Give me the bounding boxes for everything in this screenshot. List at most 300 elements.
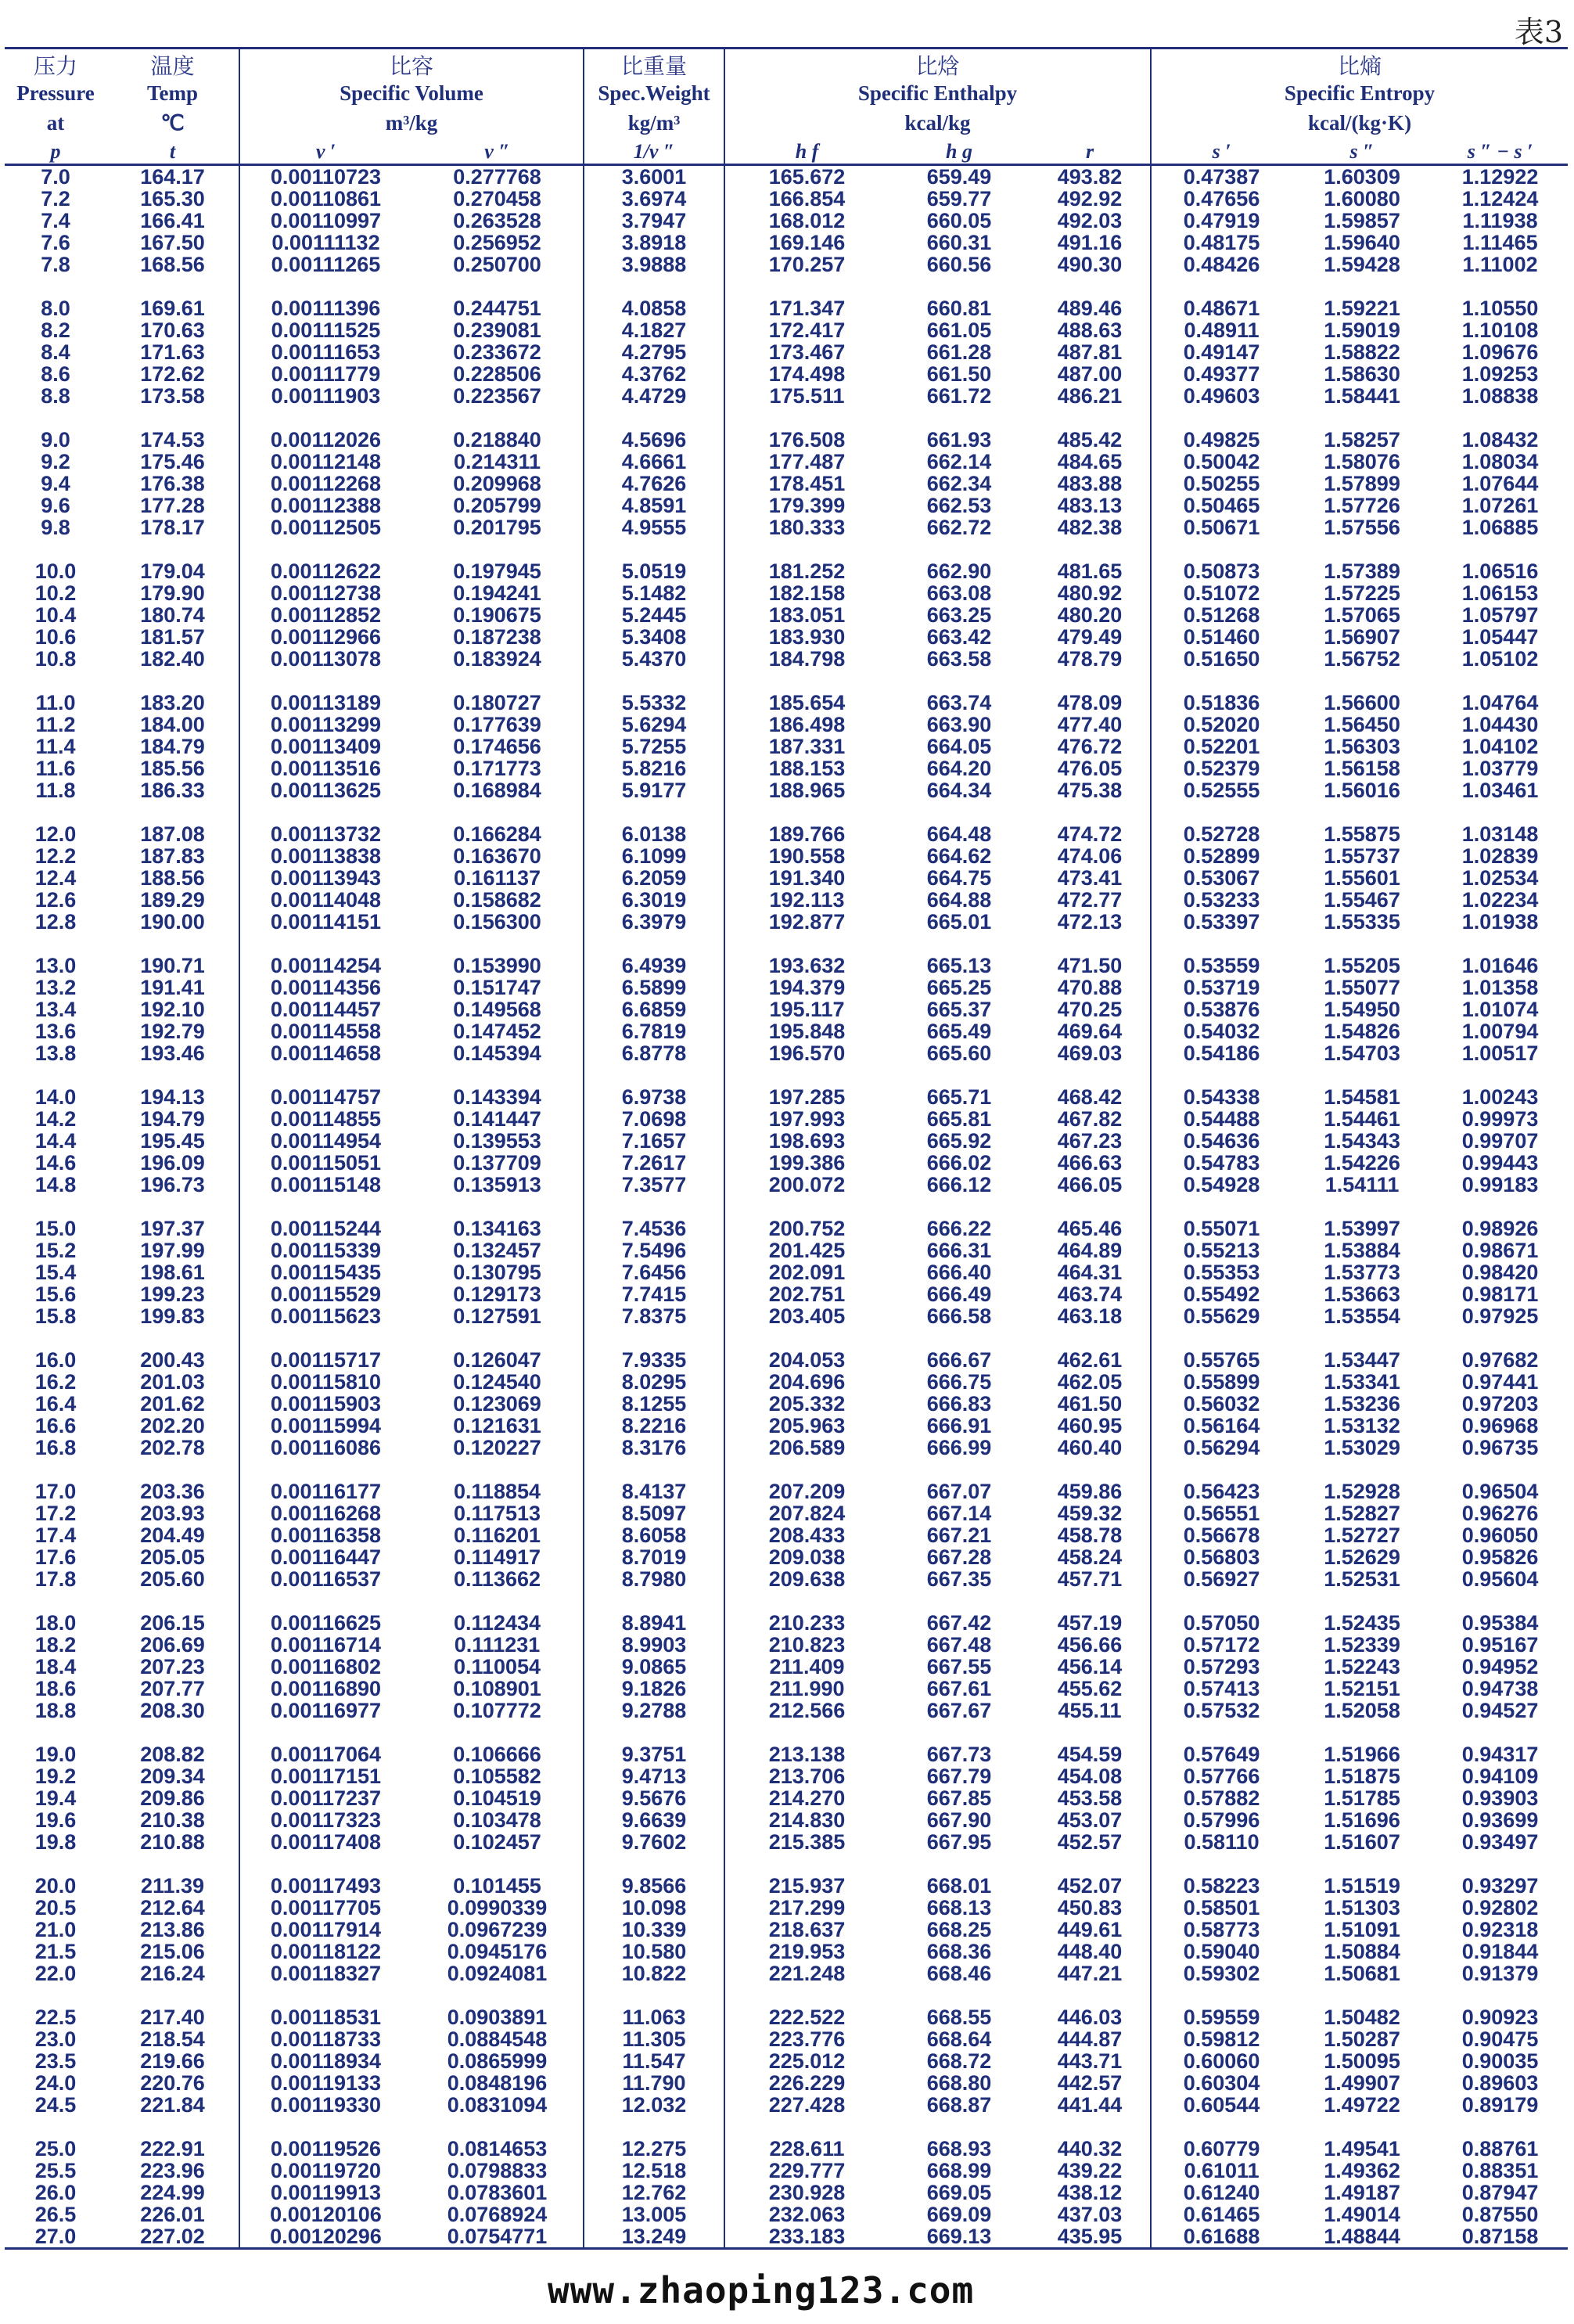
spacer-cell: [411, 1721, 584, 1743]
cell-pressure: 17.2: [34, 1502, 77, 1525]
cell-s-diff: 0.93903: [1461, 1786, 1539, 1810]
spacer-cell: [1292, 2116, 1432, 2138]
cell-spec-weight: 12.275: [584, 2138, 724, 2160]
cell-v-liquid: 0.00117408: [239, 1831, 411, 1853]
cell-hf: 208.433: [724, 1524, 889, 1546]
cell-v-vapor: 0.228506: [453, 362, 541, 386]
cell-v-liquid: 0.00114954: [239, 1130, 411, 1152]
cell-s-liquid: 0.52201: [1151, 736, 1292, 757]
cell-s-liquid: 0.55071: [1151, 1218, 1292, 1239]
cell-s-liquid: 0.53067: [1151, 867, 1292, 889]
cell-hf: 172.417: [724, 319, 889, 341]
cell-s-diff: 0.97203: [1461, 1392, 1539, 1416]
cell-hg: 664.05: [926, 735, 992, 758]
cell-v-vapor: 0.105582: [453, 1765, 541, 1788]
cell-s-diff: 0.99973: [1461, 1107, 1539, 1131]
cell-hf: 183.051: [724, 604, 889, 626]
cell-r: 453.58: [1057, 1786, 1123, 1810]
cell-hf: 194.379: [724, 977, 889, 998]
cell-r: 482.38: [1057, 516, 1123, 539]
cell-v-vapor: 0.132457: [453, 1239, 541, 1262]
cell-hg: 667.85: [926, 1786, 992, 1810]
cell-r: 476.05: [1057, 757, 1123, 780]
spacer-cell: [1432, 1721, 1568, 1743]
cell-v-vapor: 0.256952: [453, 231, 541, 254]
cell-v-vapor: 0.161137: [453, 866, 541, 890]
cell-spec-weight: 3.6974: [584, 188, 724, 210]
cell-hg: 668.55: [926, 2006, 992, 2029]
spacer-cell: [1292, 1459, 1432, 1480]
cell-hf: 211.409: [724, 1656, 889, 1678]
cell-hf: 204.053: [724, 1349, 889, 1371]
spacer-cell: [411, 1984, 584, 2006]
table-row: [5, 1919, 1568, 1941]
cell-temp: 202.20: [140, 1414, 205, 1437]
cell-temp: 175.46: [140, 450, 205, 473]
spacer-cell: [239, 1590, 411, 1612]
cell-hg: 665.81: [926, 1107, 992, 1131]
cell-pressure: 16.0: [34, 1348, 77, 1372]
spacer-cell: [584, 933, 724, 955]
cell-hg: 661.50: [926, 362, 992, 386]
cell-pressure: 14.0: [34, 1085, 77, 1109]
cell-v-vapor: 0.110054: [453, 1655, 541, 1678]
cell-hg: 664.48: [926, 822, 992, 846]
cell-s-vapor: 1.52243: [1324, 1655, 1400, 1678]
cell-hf: 226.229: [724, 2072, 889, 2094]
spacer-cell: [411, 2116, 584, 2138]
cell-hf: 178.451: [724, 473, 889, 495]
spacer-cell: [5, 538, 106, 560]
cell-r: 466.05: [1057, 1173, 1123, 1196]
table-row: [5, 2094, 1568, 2116]
cell-spec-weight: 9.3751: [584, 1743, 724, 1765]
cell-r: 489.46: [1057, 297, 1123, 320]
spacer-cell: [889, 1853, 1030, 1875]
cell-v-vapor: 0.168984: [453, 779, 541, 802]
cell-v-vapor: 0.201795: [453, 516, 541, 539]
cell-spec-weight: 6.6859: [584, 998, 724, 1020]
cell-pressure: 25.0: [34, 2137, 77, 2160]
cell-pressure: 7.0: [41, 165, 70, 189]
cell-temp: 206.15: [140, 1611, 205, 1635]
cell-s-vapor: 1.58076: [1324, 450, 1400, 473]
cell-pressure: 8.4: [41, 340, 70, 364]
spacer-cell: [1292, 538, 1432, 560]
cell-hf: 204.696: [724, 1371, 889, 1393]
cell-s-liquid: 0.53233: [1151, 889, 1292, 911]
cell-r: 475.38: [1057, 779, 1123, 802]
cell-hg: 660.81: [926, 297, 992, 320]
cell-hf: 210.823: [724, 1634, 889, 1656]
cell-s-vapor: 1.49187: [1324, 2181, 1400, 2204]
cell-spec-weight: 7.7415: [584, 1283, 724, 1305]
cell-temp: 202.78: [140, 1436, 205, 1459]
cell-hf: 180.333: [724, 516, 889, 538]
cell-hg: 668.87: [926, 2093, 992, 2117]
cell-s-liquid: 0.48426: [1151, 254, 1292, 275]
cell-hg: 662.34: [926, 472, 992, 495]
table-row: [5, 1086, 1568, 1108]
cell-r: 467.23: [1057, 1129, 1123, 1153]
cell-s-vapor: 1.56016: [1324, 779, 1400, 802]
cell-s-diff: 0.94952: [1461, 1655, 1539, 1678]
cell-v-liquid: 0.00120296: [239, 2225, 411, 2249]
spacer-cell: [1030, 1984, 1151, 2006]
cell-v-liquid: 0.00114356: [239, 977, 411, 998]
cell-s-diff: 1.07261: [1461, 494, 1539, 517]
cell-hf: 173.467: [724, 341, 889, 363]
table-row: [5, 889, 1568, 911]
spacer-cell: [5, 1327, 106, 1349]
spacer-cell: [239, 1984, 411, 2006]
table-row: [5, 582, 1568, 604]
cell-pressure: 10.0: [34, 559, 77, 583]
cell-s-liquid: 0.57172: [1151, 1634, 1292, 1656]
symbol-v-vapor: v ″: [411, 140, 584, 165]
cell-pressure: 25.5: [34, 2159, 77, 2182]
cell-spec-weight: 7.2617: [584, 1152, 724, 1174]
spacer-cell: [1151, 275, 1292, 297]
cell-s-diff: 0.96504: [1461, 1480, 1539, 1503]
spacer-cell: [411, 670, 584, 692]
cell-r: 437.03: [1057, 2203, 1123, 2226]
cell-r: 478.79: [1057, 647, 1123, 671]
cell-v-vapor: 0.166284: [453, 822, 541, 846]
cell-spec-weight: 8.6058: [584, 1524, 724, 1546]
unit-enthalpy: kcal/kg: [724, 106, 1151, 140]
cell-r: 455.11: [1058, 1699, 1122, 1722]
table-row: [5, 757, 1568, 779]
spacer-cell: [1432, 933, 1568, 955]
cell-spec-weight: 4.7626: [584, 473, 724, 495]
cell-v-vapor: 0.0903891: [447, 2006, 548, 2029]
cell-pressure: 15.6: [34, 1283, 77, 1306]
cell-v-liquid: 0.00113189: [239, 692, 411, 714]
cell-s-vapor: 1.50884: [1324, 1940, 1400, 1963]
cell-v-liquid: 0.00118934: [239, 2050, 411, 2072]
spacer-cell: [5, 1064, 106, 1086]
cell-s-diff: 0.93297: [1461, 1874, 1539, 1898]
cell-s-liquid: 0.55213: [1151, 1239, 1292, 1261]
spacer-cell: [1151, 2116, 1292, 2138]
spacer-cell: [411, 801, 584, 823]
cell-v-liquid: 0.00112148: [239, 451, 411, 473]
table-row: [5, 2225, 1568, 2249]
cell-hg: 664.88: [926, 888, 992, 912]
cell-spec-weight: 4.6661: [584, 451, 724, 473]
header-weight-en: Spec.Weight: [584, 81, 724, 106]
cell-hg: 659.77: [926, 187, 992, 210]
cell-s-diff: 0.93699: [1461, 1808, 1539, 1832]
spacer-cell: [1292, 1984, 1432, 2006]
cell-pressure: 22.5: [34, 2006, 77, 2029]
cell-v-liquid: 0.00111396: [239, 297, 411, 319]
cell-pressure: 17.8: [34, 1567, 77, 1591]
cell-hf: 225.012: [724, 2050, 889, 2072]
cell-v-vapor: 0.137709: [453, 1151, 541, 1175]
table-row: [5, 2028, 1568, 2050]
cell-temp: 217.40: [140, 2006, 205, 2029]
table-row: [5, 955, 1568, 977]
spacer-cell: [5, 933, 106, 955]
cell-hg: 668.72: [926, 2049, 992, 2073]
cell-s-vapor: 1.59428: [1324, 253, 1400, 276]
spacer-cell: [889, 1459, 1030, 1480]
cell-hg: 663.74: [926, 691, 992, 714]
spacer-cell: [106, 2116, 239, 2138]
cell-hg: 662.90: [926, 559, 992, 583]
symbol-pressure: p: [5, 140, 106, 165]
cell-pressure: 23.5: [34, 2049, 77, 2073]
cell-s-liquid: 0.51072: [1151, 582, 1292, 604]
cell-pressure: 16.2: [34, 1370, 77, 1394]
cell-temp: 196.73: [140, 1173, 205, 1196]
cell-s-liquid: 0.50465: [1151, 495, 1292, 516]
table-row: [5, 1875, 1568, 1897]
cell-v-liquid: 0.00119913: [239, 2182, 411, 2203]
spacer-cell: [106, 275, 239, 297]
unit-temp: ℃: [160, 110, 185, 135]
spacer-cell: [584, 407, 724, 429]
cell-hg: 665.60: [926, 1041, 992, 1065]
spacer-cell: [724, 407, 889, 429]
table-row: [5, 1371, 1568, 1393]
cell-temp: 194.79: [140, 1107, 205, 1131]
cell-spec-weight: 8.2216: [584, 1415, 724, 1437]
cell-spec-weight: 6.7819: [584, 1020, 724, 1042]
cell-spec-weight: 3.6001: [584, 165, 724, 189]
spacer-cell: [1151, 1853, 1292, 1875]
cell-s-liquid: 0.57293: [1151, 1656, 1292, 1678]
cell-v-vapor: 0.0783601: [447, 2181, 548, 2204]
cell-v-liquid: 0.00116447: [239, 1546, 411, 1568]
cell-v-vapor: 0.130795: [453, 1261, 541, 1284]
cell-v-liquid: 0.00115810: [239, 1371, 411, 1393]
cell-r: 472.13: [1057, 910, 1123, 934]
spacer-cell: [584, 1459, 724, 1480]
cell-s-liquid: 0.56551: [1151, 1502, 1292, 1524]
cell-v-liquid: 0.00112026: [239, 429, 411, 451]
cell-temp: 212.64: [140, 1896, 205, 1919]
cell-v-vapor: 0.117513: [453, 1502, 541, 1525]
cell-r: 460.95: [1057, 1414, 1123, 1437]
cell-pressure: 10.6: [34, 625, 77, 649]
cell-hf: 177.487: [724, 451, 889, 473]
spacer-cell: [724, 1327, 889, 1349]
table-row: [5, 1437, 1568, 1459]
spacer-cell: [106, 1064, 239, 1086]
cell-hf: 188.153: [724, 757, 889, 779]
cell-pressure: 23.0: [34, 2027, 77, 2051]
cell-spec-weight: 4.9555: [584, 516, 724, 538]
cell-pressure: 11.0: [35, 691, 76, 714]
cell-spec-weight: 11.547: [584, 2050, 724, 2072]
spacer-cell: [1151, 1721, 1292, 1743]
group-spacer: [5, 407, 1568, 429]
cell-r: 458.24: [1057, 1545, 1123, 1569]
cell-spec-weight: 11.063: [584, 2006, 724, 2028]
symbol-v-liquid: v ′: [239, 140, 411, 165]
cell-s-diff: 1.10550: [1461, 297, 1539, 320]
header-entropy-en: Specific Entropy: [1151, 81, 1568, 106]
cell-s-diff: 1.11002: [1462, 253, 1538, 276]
cell-temp: 177.28: [140, 494, 205, 517]
cell-v-liquid: 0.00115994: [239, 1415, 411, 1437]
cell-v-vapor: 0.0967239: [447, 1918, 548, 1941]
cell-hf: 185.654: [724, 692, 889, 714]
cell-s-liquid: 0.61240: [1151, 2182, 1292, 2203]
cell-r: 454.59: [1057, 1743, 1123, 1766]
cell-v-vapor: 0.163670: [453, 844, 541, 868]
spacer-cell: [724, 801, 889, 823]
table-row: [5, 1897, 1568, 1919]
spacer-cell: [889, 2116, 1030, 2138]
cell-s-liquid: 0.60544: [1151, 2094, 1292, 2116]
cell-r: 480.20: [1057, 603, 1123, 627]
cell-s-diff: 1.08432: [1461, 428, 1539, 451]
cell-hg: 666.67: [926, 1348, 992, 1372]
cell-r: 464.89: [1057, 1239, 1123, 1262]
cell-spec-weight: 6.4939: [584, 955, 724, 977]
cell-s-liquid: 0.48175: [1151, 232, 1292, 254]
spacer-cell: [239, 1064, 411, 1086]
cell-temp: 173.58: [140, 384, 205, 408]
cell-pressure: 13.8: [34, 1041, 77, 1065]
spacer-cell: [1292, 670, 1432, 692]
cell-hf: 228.611: [724, 2138, 889, 2160]
cell-s-vapor: 1.56450: [1324, 713, 1400, 736]
cell-v-vapor: 0.250700: [453, 253, 541, 276]
cell-v-vapor: 0.0865999: [447, 2049, 548, 2073]
spacer-cell: [411, 933, 584, 955]
spacer-cell: [5, 1459, 106, 1480]
table-row: [5, 210, 1568, 232]
cell-s-liquid: 0.57413: [1151, 1678, 1292, 1700]
cell-temp: 223.96: [140, 2159, 205, 2182]
cell-hf: 179.399: [724, 495, 889, 516]
table-row: [5, 648, 1568, 670]
cell-r: 469.64: [1057, 1020, 1123, 1043]
cell-s-vapor: 1.49722: [1324, 2093, 1400, 2117]
cell-spec-weight: 13.005: [584, 2203, 724, 2225]
cell-s-vapor: 1.57065: [1324, 603, 1400, 627]
cell-s-liquid: 0.53719: [1151, 977, 1292, 998]
cell-hf: 232.063: [724, 2203, 889, 2225]
cell-v-liquid: 0.00114457: [239, 998, 411, 1020]
spacer-cell: [1030, 1721, 1151, 1743]
cell-pressure: 8.8: [41, 384, 70, 408]
cell-s-diff: 1.05102: [1461, 647, 1539, 671]
header-temp-en: Temp: [146, 81, 199, 105]
cell-temp: 188.56: [140, 866, 205, 890]
cell-v-liquid: 0.00117493: [239, 1875, 411, 1897]
cell-r: 471.50: [1057, 954, 1123, 977]
table-row: [5, 165, 1568, 189]
cell-s-liquid: 0.61465: [1151, 2203, 1292, 2225]
symbol-s-diff: s ″ − s ′: [1432, 140, 1568, 165]
spacer-cell: [889, 1590, 1030, 1612]
table-row: [5, 604, 1568, 626]
cell-pressure: 12.6: [34, 888, 77, 912]
cell-v-liquid: 0.00117237: [239, 1787, 411, 1809]
cell-temp: 181.57: [140, 625, 205, 649]
table-header: [5, 49, 1568, 165]
cell-v-liquid: 0.00119330: [239, 2094, 411, 2116]
cell-temp: 174.53: [140, 428, 205, 451]
cell-r: 464.31: [1057, 1261, 1123, 1284]
cell-hf: 196.570: [724, 1042, 889, 1064]
cell-temp: 169.61: [140, 297, 205, 320]
cell-temp: 221.84: [140, 2093, 205, 2117]
cell-spec-weight: 8.7019: [584, 1546, 724, 1568]
cell-r: 483.13: [1057, 494, 1123, 517]
cell-s-diff: 1.06153: [1461, 581, 1539, 605]
cell-r: 469.03: [1057, 1041, 1123, 1065]
cell-s-vapor: 1.57225: [1324, 581, 1400, 605]
cell-hf: 197.285: [724, 1086, 889, 1108]
cell-hg: 666.40: [926, 1261, 992, 1284]
table-row: [5, 1941, 1568, 1962]
cell-s-vapor: 1.56752: [1324, 647, 1400, 671]
cell-hf: 206.589: [724, 1437, 889, 1459]
cell-s-liquid: 0.47656: [1151, 188, 1292, 210]
spacer-cell: [1030, 275, 1151, 297]
cell-s-diff: 0.99707: [1461, 1129, 1539, 1153]
cell-pressure: 8.6: [41, 362, 70, 386]
cell-pressure: 18.2: [34, 1633, 77, 1657]
spacer-cell: [5, 801, 106, 823]
spacer-cell: [5, 275, 106, 297]
cell-s-diff: 1.04430: [1461, 713, 1539, 736]
cell-temp: 170.63: [140, 318, 205, 342]
cell-s-liquid: 0.59302: [1151, 1962, 1292, 1984]
cell-temp: 199.83: [140, 1304, 205, 1328]
table-row: [5, 1502, 1568, 1524]
table-row: [5, 2050, 1568, 2072]
cell-s-liquid: 0.47919: [1151, 210, 1292, 232]
cell-s-diff: 1.04102: [1461, 735, 1539, 758]
cell-s-diff: 0.87158: [1432, 2225, 1568, 2249]
cell-s-diff: 1.06885: [1461, 516, 1539, 539]
cell-pressure: 9.0: [41, 428, 70, 451]
cell-s-vapor: 1.52339: [1324, 1633, 1400, 1657]
cell-r: 468.42: [1057, 1085, 1123, 1109]
cell-hf: 190.558: [724, 845, 889, 867]
cell-r: 470.88: [1057, 976, 1123, 999]
cell-temp: 164.17: [140, 165, 205, 189]
cell-hf: 207.824: [724, 1502, 889, 1524]
cell-hg: 667.28: [926, 1545, 992, 1569]
cell-hf: 221.248: [724, 1962, 889, 1984]
spacer-cell: [5, 670, 106, 692]
cell-pressure: 7.8: [41, 253, 70, 276]
spacer-cell: [889, 1196, 1030, 1218]
cell-hf: 202.751: [724, 1283, 889, 1305]
cell-s-diff: 1.01646: [1461, 954, 1539, 977]
cell-s-vapor: 1.58630: [1324, 362, 1400, 386]
cell-v-liquid: 0.00116890: [239, 1678, 411, 1700]
cell-s-diff: 1.00517: [1461, 1041, 1539, 1065]
spacer-cell: [1432, 1064, 1568, 1086]
cell-hg: 668.13: [926, 1896, 992, 1919]
cell-v-liquid: 0.00112268: [239, 473, 411, 495]
cell-r: 474.06: [1057, 844, 1123, 868]
spacer-cell: [411, 1064, 584, 1086]
cell-s-diff: 1.12424: [1461, 187, 1539, 210]
table-row: [5, 2006, 1568, 2028]
cell-s-vapor: 1.54226: [1324, 1151, 1400, 1175]
